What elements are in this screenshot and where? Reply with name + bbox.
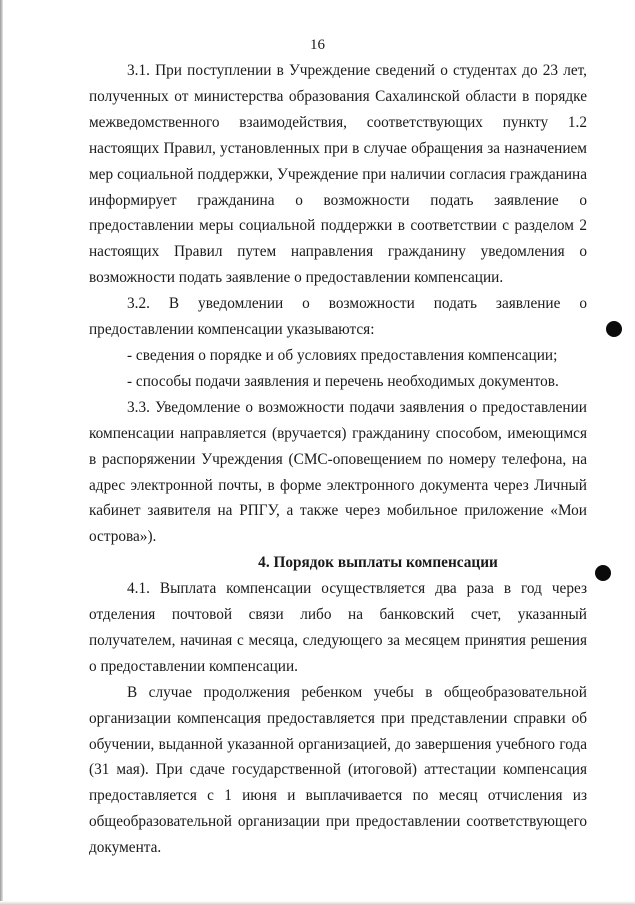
paragraph-3-3: 3.3. Уведомление о возможности подачи заявления о предоставлении компенсации направляется (вручается) гражданину способом, имеющимся в распоряжении Учреждения (СМС-оповещением по номеру телефона, на адрес электронной почты, в форме электронного документа через Личный кабинет заявителя на РПГУ, а также через мобильное приложение «Мои острова»). — [89, 398, 587, 546]
scan-edge-shadow — [0, 0, 3, 905]
page-number: 16 — [310, 37, 325, 53]
punch-hole-mark — [606, 321, 622, 337]
list-item-conditions: - сведения о порядке и об условиях предоставления компенсации; — [127, 346, 558, 364]
paragraph-3-2: 3.2. В уведомлении о возможности подать заявление о предоставлении компенсации указываются: — [89, 295, 587, 339]
punch-hole-mark — [595, 565, 611, 581]
document-body — [89, 58, 587, 861]
scan-bottom-shadow — [0, 901, 635, 905]
paragraph-3-1: 3.1. При поступлении в Учреждение сведений о студентах до 23 лет, полученных от министерства образования Сахалинской области в порядке межведомственного взаимодействия, соответствующих пункту 1.2 настоящих Правил, установленных при в случае обращения за назначением мер социальной поддержки, Учреждение при наличии согласия гражданина информирует гражданина о возможности подать заявление о предоставлении меры социальной поддержки в соответствии с разделом 2 настоящих Правил путем направления гражданину уведомления о возможности подать заявление о предоставлении компенсации. — [89, 62, 587, 287]
paragraph-4-1: 4.1. Выплата компенсации осуществляется два раза в год через отделения почтовой связи либо на банковский счет, указанный получателем, начиная с месяца, следующего за месяцем принятия решения о предоставлении компенсации. — [89, 580, 587, 675]
list-item-methods: - способы подачи заявления и перечень необходимых документов. — [127, 372, 559, 390]
section-4-heading: 4. Порядок выплаты компенсации — [258, 554, 498, 572]
paragraph-4-2: В случае продолжения ребенком учебы в общеобразовательной организации компенсация предоставляется при представлении справки об обучении, выданной указанной организацией, до завершения учебного года (31 мая). При сдаче государственной (итоговой) аттестации компенсация предоставляется с 1 июня и выплачивается по месяц отчисления из общеобразовательной организации при предоставлении соответствующего документа. — [89, 683, 587, 857]
